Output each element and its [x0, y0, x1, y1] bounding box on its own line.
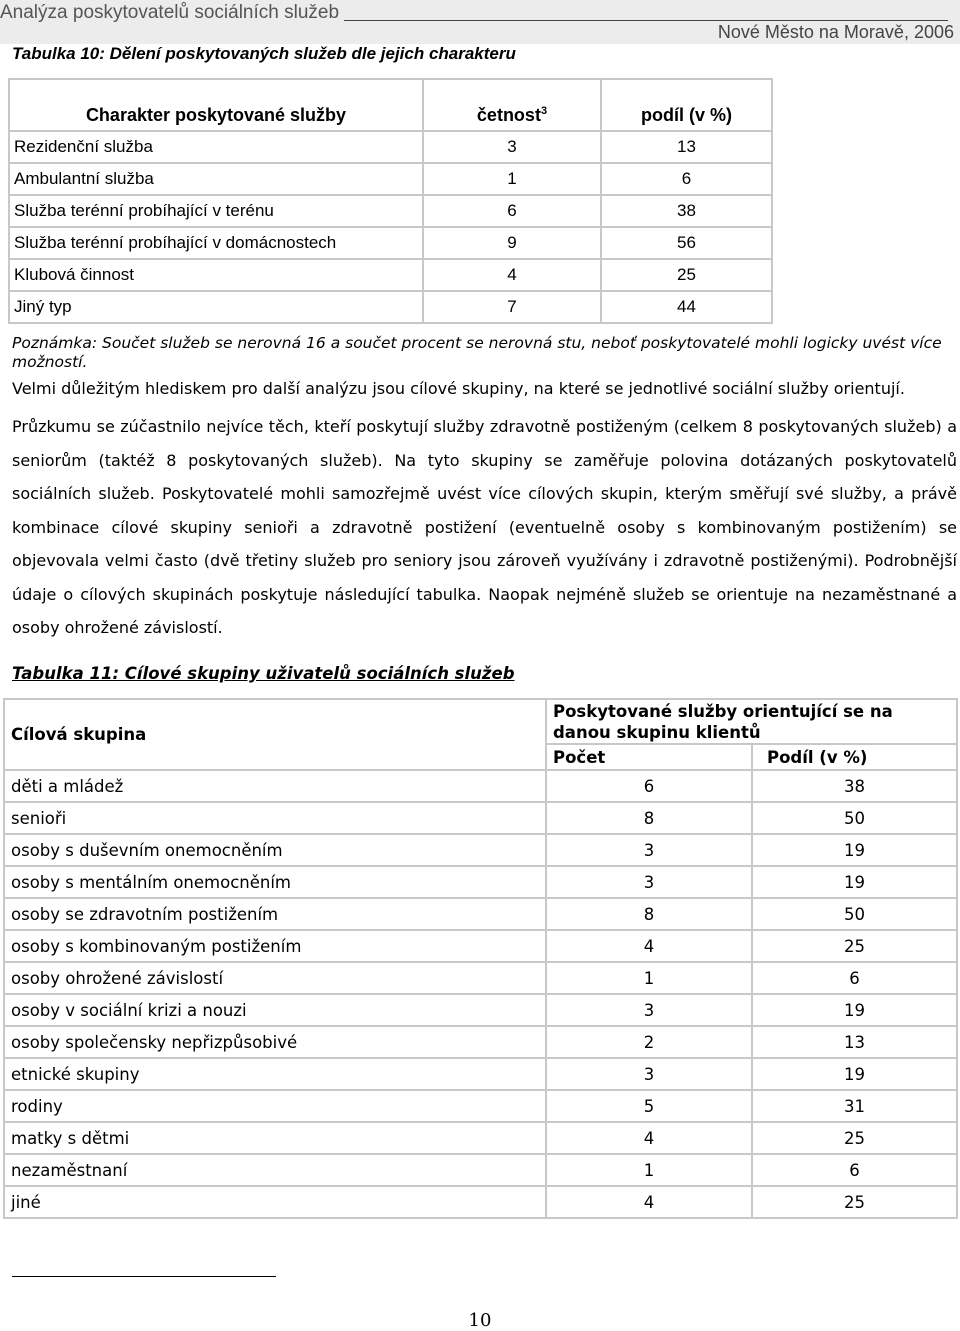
- table11-cell-label: osoby s mentálním onemocněním: [4, 866, 546, 898]
- table10-cell-share: 56: [601, 227, 772, 259]
- table11-cell-share: 38: [752, 770, 957, 802]
- table11-cell-count: 8: [546, 898, 752, 930]
- table11-header-services-group: Poskytované služby orientující se na danou skupinu klientů: [546, 699, 957, 744]
- table11-cell-label: nezaměstnaní: [4, 1154, 546, 1186]
- table11-cell-share: 19: [752, 866, 957, 898]
- table-row: [4, 898, 957, 930]
- table-row: [4, 1058, 957, 1090]
- table10-header-frequency: [423, 79, 601, 131]
- table11-cell-count: 1: [546, 962, 752, 994]
- table10-note: Poznámka: Součet služeb se nerovná 16 a součet procent se nerovná stu, neboť poskytovatelé mohli logicky uvést více možností.: [12, 334, 942, 371]
- paragraph-target-groups-detail: Průzkumu se zúčastnilo nejvíce těch, kteří poskytují služby zdravotně postiženým (celkem 8 poskytovaných služeb) a seniorům (taktéž 8 poskytovaných služeb). Na tyto skupiny se zaměřuje polovina dotázaných poskytovatelů sociálních služeb. Poskytovatelé mohli samozřejmě uvést více cílových skupin, kterým směřují své služby, a právě kombinace cílové skupiny senioři a zdravotně postižení (eventuelně osoby s kombinovaným postižením) se objevovala velmi často (dvě třetiny služeb pro seniory jsou zároveň využívány i zdravotně postiženými). Podrobnější údaje o cílových skupinách poskytuje následující tabulka. Naopak nejméně služeb se orientuje na nezaměstnané a osoby ohrožené závislostí.: [12, 417, 957, 637]
- table11-cell-count: 5: [546, 1090, 752, 1122]
- table10-cell-share: 38: [601, 195, 772, 227]
- table11-cell-label: osoby se zdravotním postižením: [4, 898, 546, 930]
- table11-cell-label: senioři: [4, 802, 546, 834]
- footnote-separator: [12, 1276, 276, 1277]
- table-row: [4, 962, 957, 994]
- table11-cell-share: 25: [752, 1122, 957, 1154]
- table-row: [4, 1026, 957, 1058]
- table11-cell-label: osoby s duševním onemocněním: [4, 834, 546, 866]
- table10-cell-label: Služba terénní probíhající v terénu: [9, 195, 423, 227]
- table11-body: [4, 770, 957, 1218]
- page-header: [0, 0, 960, 44]
- table10-cell-share: 25: [601, 259, 772, 291]
- table11-cell-label: děti a mládež: [4, 770, 546, 802]
- table11-cell-share: 25: [752, 930, 957, 962]
- table-row: [4, 1122, 957, 1154]
- table10-cell-count: 7: [423, 291, 601, 323]
- table10-cell-count: 4: [423, 259, 601, 291]
- table-row: [4, 866, 957, 898]
- table-row: [9, 195, 772, 227]
- table11-cell-count: 6: [546, 770, 752, 802]
- table-row: [4, 770, 957, 802]
- footnote-ref: 3: [540, 105, 548, 117]
- table-row: [9, 227, 772, 259]
- table-row: [4, 802, 957, 834]
- table-row: [4, 834, 957, 866]
- table10-header-character: Charakter poskytované služby: [9, 79, 423, 131]
- table10-body: [9, 131, 772, 323]
- table-row: [9, 163, 772, 195]
- header-location-date: Nové Město na Moravě, 2006: [717, 22, 954, 42]
- table11: [3, 698, 958, 1219]
- table-row: [4, 994, 957, 1026]
- table10-cell-share: 44: [601, 291, 772, 323]
- table11-cell-share: 6: [752, 1154, 957, 1186]
- table11-cell-count: 4: [546, 930, 752, 962]
- table11-cell-share: 50: [752, 802, 957, 834]
- table10-cell-count: 6: [423, 195, 601, 227]
- table11-cell-share: 19: [752, 1058, 957, 1090]
- table11-cell-label: osoby ohrožené závislostí: [4, 962, 546, 994]
- table11-cell-count: 1: [546, 1154, 752, 1186]
- table11-cell-count: 3: [546, 866, 752, 898]
- table11-header-share: Podíl (v %): [752, 744, 957, 770]
- table11-cell-share: 19: [752, 834, 957, 866]
- table10-cell-count: 3: [423, 131, 601, 163]
- table11-cell-share: 6: [752, 962, 957, 994]
- table11-cell-label: jiné: [4, 1186, 546, 1218]
- table10-cell-label: Služba terénní probíhající v domácnostech: [9, 227, 423, 259]
- table10-cell-label: Jiný typ: [9, 291, 423, 323]
- table10-cell-label: Rezidenční služba: [9, 131, 423, 163]
- table11-cell-label: osoby v sociální krizi a nouzi: [4, 994, 546, 1026]
- table11-cell-count: 3: [546, 1058, 752, 1090]
- table-row: [4, 1090, 957, 1122]
- header-rule: [344, 20, 948, 21]
- table11-header-count: Počet: [546, 744, 752, 770]
- table10: [8, 78, 773, 324]
- table-row: [9, 291, 772, 323]
- page-number: 10: [468, 1310, 492, 1331]
- table-row: [9, 131, 772, 163]
- table11-cell-label: etnické skupiny: [4, 1058, 546, 1090]
- table10-cell-label: Ambulantní služba: [9, 163, 423, 195]
- table-row: [4, 1154, 957, 1186]
- table11-cell-label: osoby společensky nepřizpůsobivé: [4, 1026, 546, 1058]
- table11-cell-share: 31: [752, 1090, 957, 1122]
- table11-cell-label: matky s dětmi: [4, 1122, 546, 1154]
- table11-title: Tabulka 11: Cílové skupiny uživatelů sociálních služeb: [12, 664, 515, 683]
- paragraph-target-groups-intro: Velmi důležitým hlediskem pro další analýzu jsou cílové skupiny, na které se jednotlivé sociální služby orientují.: [12, 379, 905, 398]
- table11-header-target-group: Cílová skupina: [4, 699, 546, 770]
- table10-header-row: [9, 79, 772, 131]
- table11-cell-count: 3: [546, 994, 752, 1026]
- table11-cell-count: 3: [546, 834, 752, 866]
- table11-cell-share: 13: [752, 1026, 957, 1058]
- table11-cell-count: 4: [546, 1186, 752, 1218]
- table11-cell-count: 4: [546, 1122, 752, 1154]
- table10-cell-count: 9: [423, 227, 601, 259]
- table11-cell-share: 25: [752, 1186, 957, 1218]
- table11-cell-count: 8: [546, 802, 752, 834]
- table11-cell-count: 2: [546, 1026, 752, 1058]
- table10-header-frequency-label: četnost: [476, 105, 541, 125]
- table10-title: Tabulka 10: Dělení poskytovaných služeb dle jejich charakteru: [12, 44, 516, 63]
- table11-cell-label: osoby s kombinovaným postižením: [4, 930, 546, 962]
- table11-cell-label: rodiny: [4, 1090, 546, 1122]
- header-title: Analýza poskytovatelů sociálních služeb: [0, 2, 340, 23]
- table10-cell-count: 1: [423, 163, 601, 195]
- table10-header-share: podíl (v %): [601, 79, 772, 131]
- table10-cell-label: Klubová činnost: [9, 259, 423, 291]
- table-row: [9, 259, 772, 291]
- table11-header-row-1: [4, 699, 957, 744]
- table11-cell-share: 19: [752, 994, 957, 1026]
- table10-cell-share: 13: [601, 131, 772, 163]
- table-row: [4, 930, 957, 962]
- table-row: [4, 1186, 957, 1218]
- table11-cell-share: 50: [752, 898, 957, 930]
- table10-cell-share: 6: [601, 163, 772, 195]
